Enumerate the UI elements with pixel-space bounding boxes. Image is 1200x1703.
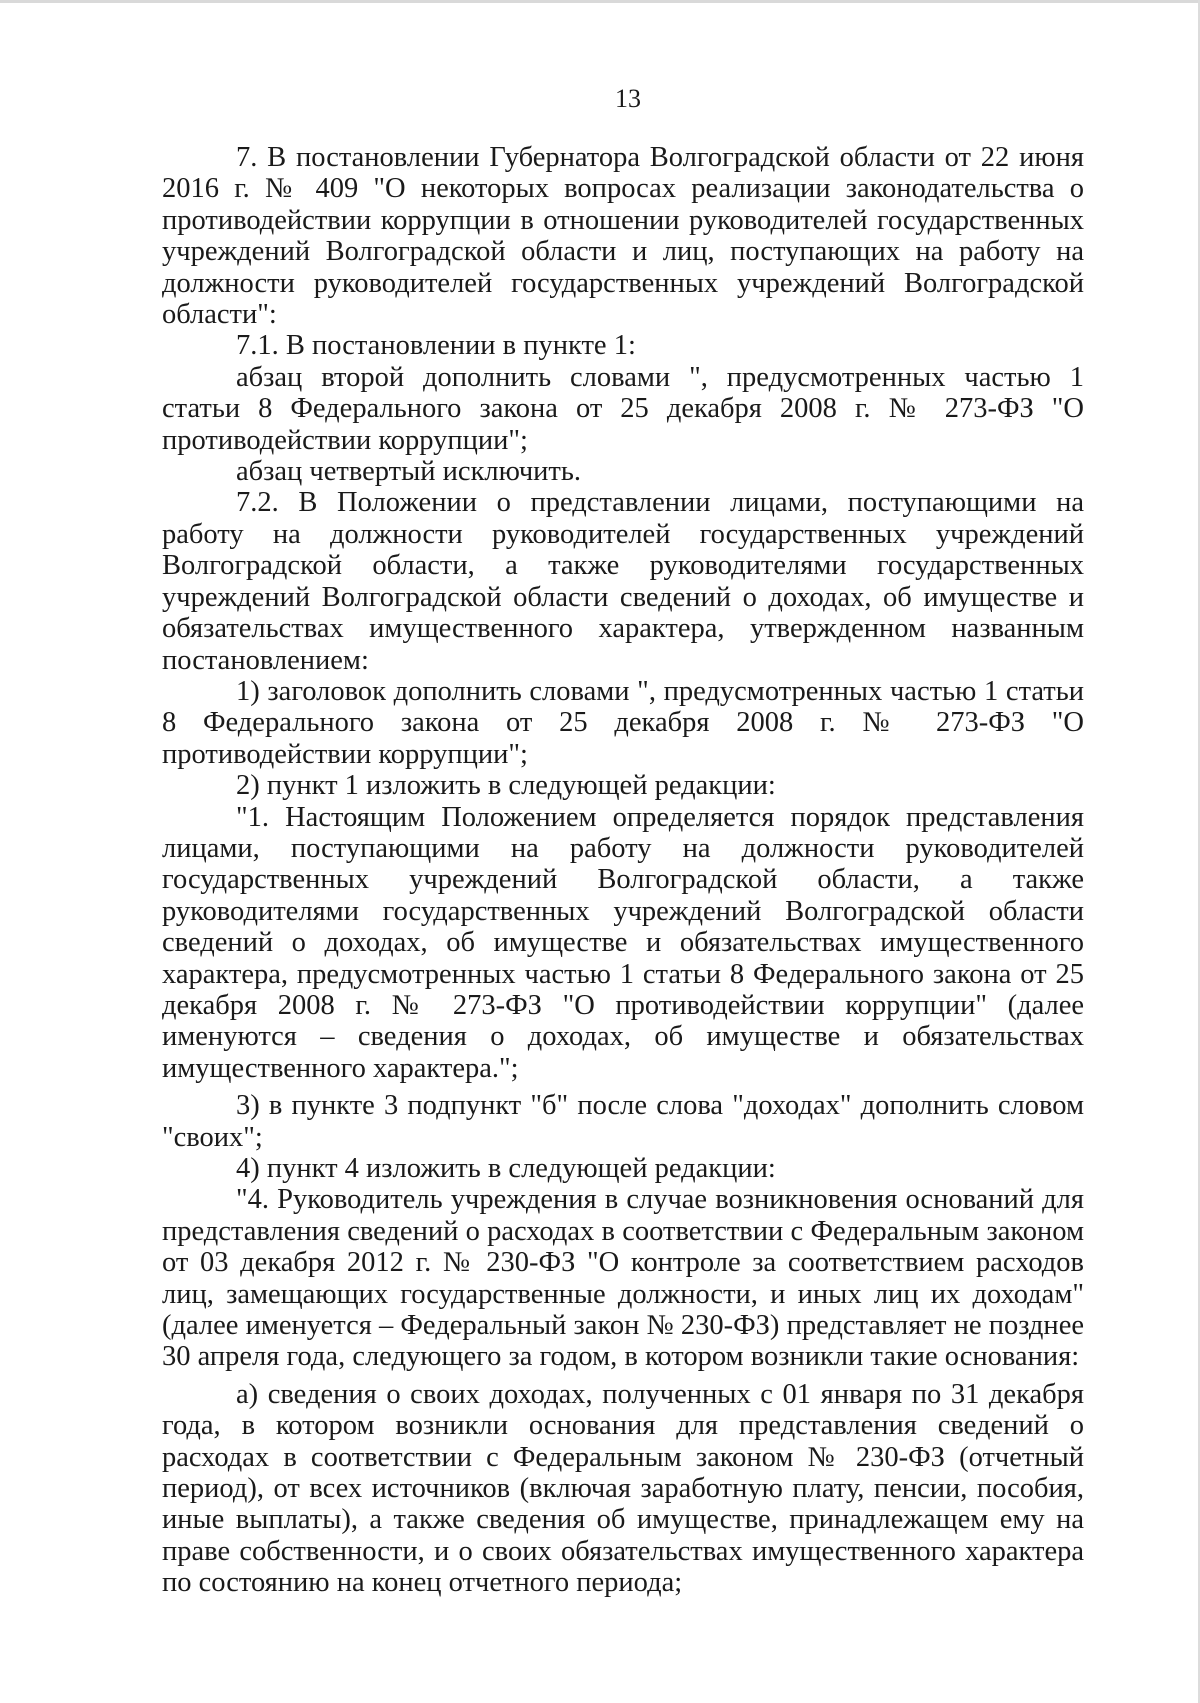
page-number: 13 [615,84,641,113]
paragraph-7: 7. В постановлении Губернатора Волгоградской области от 22 июня 2016 г. № 409 "О некоторых вопросах реализации законодательства о противодействии коррупции в отношении руководителей государственных учреждений Волгоградской области и лиц, поступающих на работу на должности руководителей государственных учреждений Волгоградской области": [162,142,1084,331]
paragraph-item-2: 2) пункт 1 изложить в следующей редакции: [236,770,776,802]
paragraph-quote-1: "1. Настоящим Положением определяется порядок представления лицами, поступающими на работу на должности руководителей государственных учреждений Волгоградской области, а также руководителями государственных учреждений Волгоградской области сведений о доходах, об имуществе и обязательствах имущественного характера, предусмотренных частью 1 статьи 8 Федерального закона от 25 декабря 2008 г. № 273-ФЗ "О противодействии коррупции" (далее именуются – сведения о доходах, об имуществе и обязательствах имущественного характера."; [162,801,1084,1084]
document-body [162,142,1084,1599]
paragraph-7-1: 7.1. В постановлении в пункте 1: [236,330,636,362]
paragraph-item-3: 3) в пункте 3 подпункт "б" после слова "доходах" дополнить словом "своих"; [162,1090,1084,1153]
paragraph-abzac-chetvertyy: абзац четвертый исключить. [236,456,582,488]
paragraph-7-2: 7.2. В Положении о представлении лицами, поступающими на работу на должности руководителей государственных учреждений Волгоградской области, а также руководителями государственных учреждений Волгоградской области сведений о доходах, об имуществе и обязательствах имущественного характера, утвержденном названным постановлением: [162,487,1084,676]
paragraph-item-4: 4) пункт 4 изложить в следующей редакции: [236,1153,776,1184]
paragraph-abzac-vtoroy: абзац второй дополнить словами ", предусмотренных частью 1 статьи 8 Федерального закона от 25 декабря 2008 г. № 273-ФЗ "О противодействии коррупции"; [162,361,1084,456]
paragraph-item-1: 1) заголовок дополнить словами ", предусмотренных частью 1 статьи 8 Федерального закона от 25 декабря 2008 г. № 273-ФЗ "О противодействии коррупции"; [162,675,1084,770]
paragraph-quote-4: "4. Руководитель учреждения в случае возникновения оснований для представления сведений о расходах в соответствии с Федеральным законом от 03 декабря 2012 г. № 230-ФЗ "О контроле за соответствием расходов лиц, замещающих государственные должности, и иных лиц их доходам" (далее именуется – Федеральный закон № 230-ФЗ) представляет не позднее 30 апреля года, следующего за годом, в котором возникли такие основания: [162,1184,1084,1373]
paragraph-subitem-a: а) сведения о своих доходах, полученных с 01 января по 31 декабря года, в котором возникли основания для представления сведений о расходах в соответствии с Федеральным законом № 230-ФЗ (отчетный период), от всех источников (включая заработную плату, пенсии, пособия, иные выплаты), а также сведения об имуществе, принадлежащем ему на праве собственности, и о своих обязательствах имущественного характера по состоянию на конец отчетного периода; [162,1378,1084,1599]
scan-edge-top [0,0,1200,3]
